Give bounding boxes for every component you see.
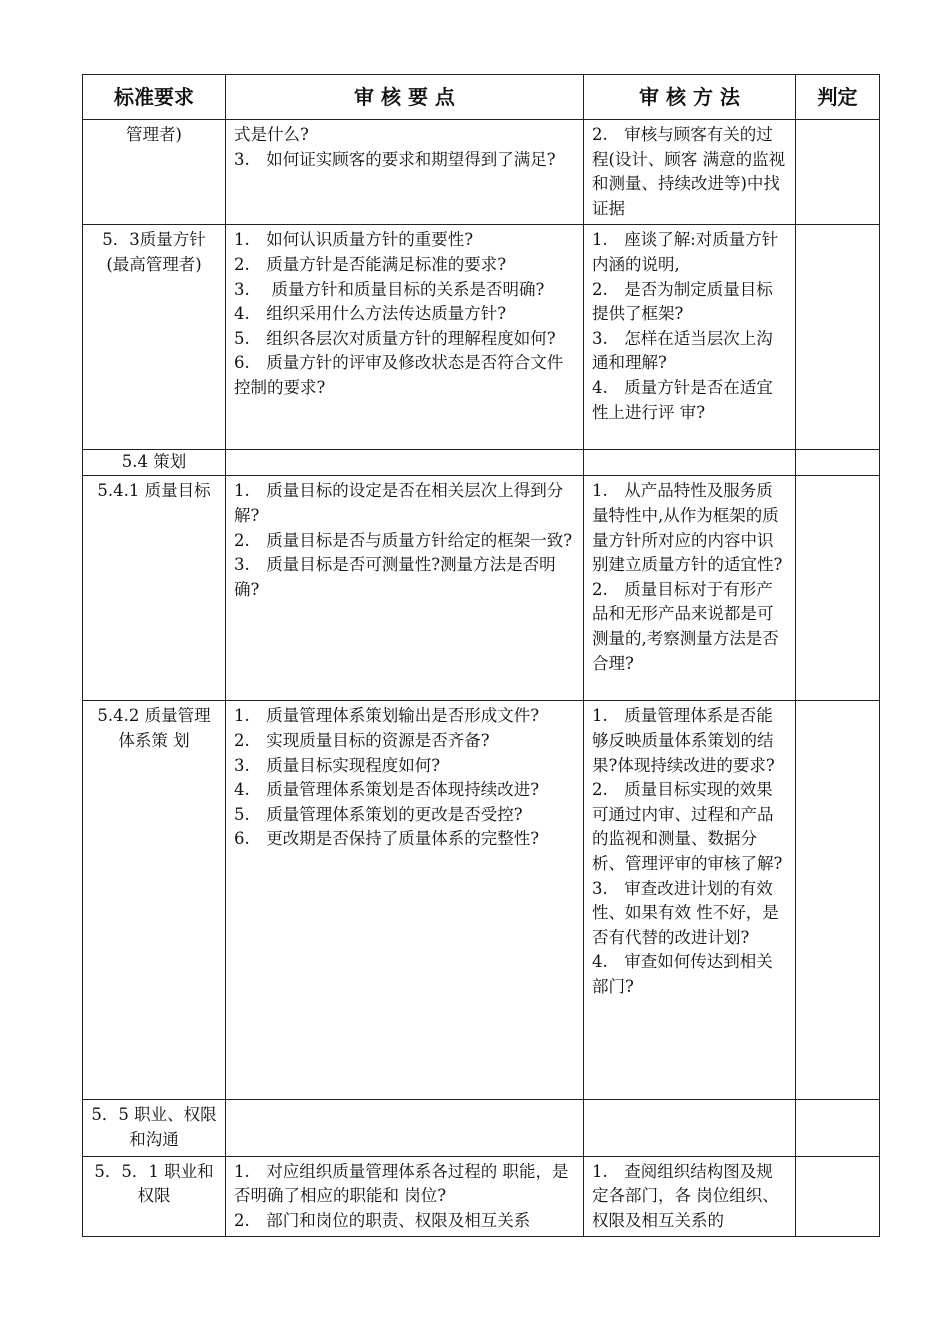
method-item: 3. 怎样在适当层次上沟通和理解?: [592, 328, 773, 373]
table-row: [83, 1100, 880, 1156]
point-item: 3. 质量目标实现程度如何?: [234, 755, 441, 775]
point-item: 6. 质量方针的评审及修改状态是否符合文件控制的要求?: [234, 353, 564, 397]
method-cell: [584, 225, 796, 450]
point-item: 2. 部门和岗位的职责、权限及相互关系: [234, 1210, 531, 1230]
point-item: 1. 如何认识质量方针的重要性?: [234, 230, 474, 250]
method-cell: [584, 450, 796, 476]
table-row: [83, 450, 880, 476]
method-item: 2. 质量目标实现的效果可通过内审、过程和产品的监视和测量、数据分析、管理评审的审核了解?: [592, 780, 783, 873]
point-item: 6. 更改期是否保持了质量体系的完整性?: [234, 829, 540, 849]
points-cell: [226, 120, 584, 225]
table-row: [83, 225, 880, 450]
method-item: 2. 质量目标对于有形产品和无形产品来说都是可测量的,考察测量方法是否合理?: [592, 579, 779, 673]
points-cell: [226, 1100, 584, 1156]
method-item: 2. 是否为制定质量目标提供了框架?: [592, 279, 773, 324]
point-item: 3. 如何证实顾客的要求和期望得到了满足?: [234, 149, 556, 169]
audit-checklist-table: [82, 74, 880, 1237]
method-item: 1. 查阅组织结构图及规定各部门，各 岗位组织、权限及相互关系的: [592, 1161, 779, 1230]
points-cell: [226, 476, 584, 701]
judgement-cell: [796, 120, 880, 225]
points-cell: [226, 1156, 584, 1237]
table-row: [83, 120, 880, 225]
method-item: 1. 从产品特性及服务质量特性中,从作为框架的质量方针所对应的内容中识别建立质量方针的适宜性?: [592, 481, 783, 575]
method-cell: [584, 1156, 796, 1237]
points-cell: [226, 450, 584, 476]
point-item: 5. 质量管理体系策划的更改是否受控?: [234, 804, 523, 824]
method-item: 1. 座谈了解:对质量方针内涵的说明,: [592, 230, 779, 274]
header-requirement: 标准要求: [83, 75, 226, 120]
method-cell: [584, 1100, 796, 1156]
point-item: 1. 质量目标的设定是否在相关层次上得到分解?: [234, 481, 564, 525]
method-item: 3. 审查改进计划的有效性、如果有效 性不好，是否有代替的改进计划?: [592, 878, 779, 947]
method-cell: [584, 120, 796, 225]
point-item: 4. 质量管理体系策划是否体现持续改进?: [234, 780, 540, 800]
points-cell: [226, 225, 584, 450]
requirement-cell: 5．5．1 职业和权限: [83, 1156, 226, 1237]
point-item: 2. 实现质量目标的资源是否齐备?: [234, 730, 490, 750]
point-item: 1. 对应组织质量管理体系各过程的 职能，是否明确了相应的职能和 岗位?: [234, 1161, 569, 1206]
method-cell: [584, 701, 796, 1100]
point-item: 3. 质量目标是否可测量性?测量方法是否明确?: [234, 555, 556, 599]
point-item: 5. 组织各层次对质量方针的理解程度如何?: [234, 328, 556, 348]
table-row: [83, 476, 880, 701]
point-item: 式是什么?: [234, 125, 309, 144]
judgement-cell: [796, 450, 880, 476]
requirement-cell: 5.4 策划: [83, 450, 226, 476]
header-row: [83, 75, 880, 120]
method-item: 4. 审查如何传达到相关部门?: [592, 952, 773, 996]
method-item: 4. 质量方针是否在适宜性上进行评 审?: [592, 377, 773, 422]
points-cell: [226, 701, 584, 1100]
header-audit-points: 审 核 要 点: [226, 75, 584, 120]
judgement-cell: [796, 225, 880, 450]
header-audit-method: 审 核 方 法: [584, 75, 796, 120]
header-judgement: 判定: [796, 75, 880, 120]
judgement-cell: [796, 1100, 880, 1156]
requirement-cell: 管理者): [83, 120, 226, 225]
requirement-cell: 5.4.1 质量目标: [83, 476, 226, 701]
point-item: 2. 质量目标是否与质量方针给定的框架一致?: [234, 530, 573, 550]
method-cell: [584, 476, 796, 701]
point-item: 1. 质量管理体系策划输出是否形成文件?: [234, 706, 540, 726]
point-item: 3. 质量方针和质量目标的关系是否明确?: [234, 279, 545, 299]
table-row: [83, 1156, 880, 1237]
requirement-cell: 5.4.2 质量管理体系策 划: [83, 701, 226, 1100]
point-item: 4. 组织采用什么方法传达质量方针?: [234, 304, 507, 324]
method-item: 2. 审核与顾客有关的过程(设计、顾客 满意的监视和测量、持续改进等)中找证据: [592, 125, 786, 218]
judgement-cell: [796, 1156, 880, 1237]
requirement-cell: 5．3质量方针(最高管理者): [83, 225, 226, 450]
point-item: 2. 质量方针是否能满足标准的要求?: [234, 254, 507, 274]
judgement-cell: [796, 476, 880, 701]
method-item: 1. 质量管理体系是否能够反映质量体系策划的结果?体现持续改进的要求?: [592, 706, 775, 775]
requirement-cell: 5．5 职业、权限和沟通: [83, 1100, 226, 1156]
table-row: [83, 701, 880, 1100]
judgement-cell: [796, 701, 880, 1100]
